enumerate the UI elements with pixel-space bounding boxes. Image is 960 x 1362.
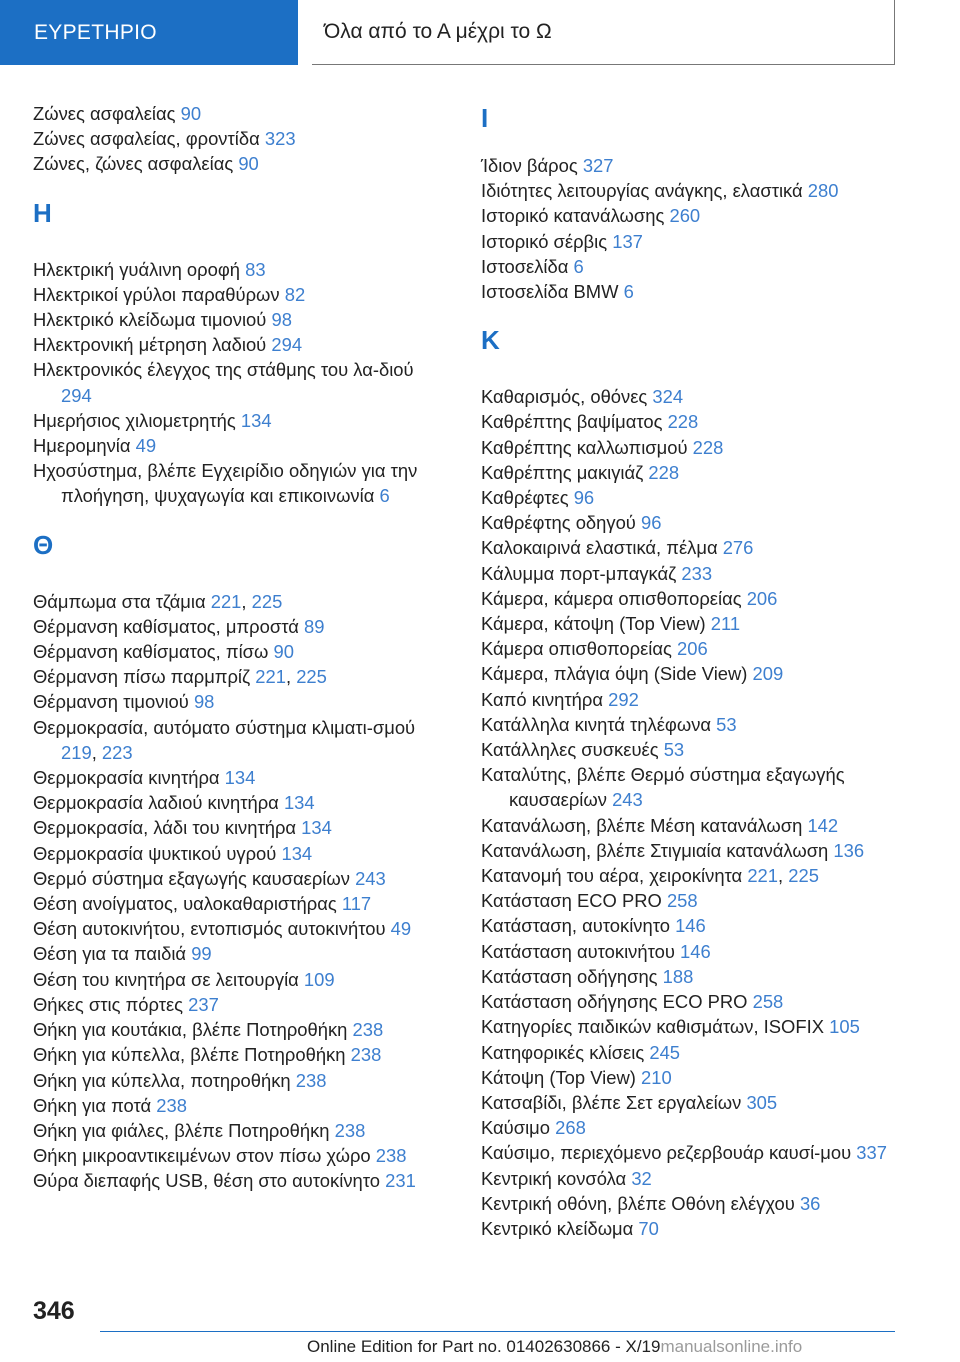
index-entry-text: Θερμοκρασία κινητήρα (33, 767, 220, 789)
index-entry (33, 433, 443, 458)
page-reference-link[interactable]: 221 (255, 666, 286, 688)
page-reference-link[interactable]: 228 (648, 461, 680, 483)
index-entry (481, 939, 901, 964)
index-entry (33, 101, 443, 126)
index-entry-text: Κατανάλωση, βλέπε Στιγμιαία κατανάλωση (481, 839, 829, 861)
index-letter-heading: Ι (481, 103, 489, 133)
page-reference-link[interactable]: 221 (210, 590, 242, 612)
page-reference-link[interactable]: 136 (833, 839, 865, 861)
page-reference-link[interactable]: 231 (385, 1170, 416, 1192)
index-entry-text: Ηλεκτρονική μέτρηση λαδιού (33, 334, 267, 356)
index-entry (33, 639, 443, 664)
index-entry-text: Θήκη για ποτά (33, 1094, 152, 1116)
index-entry-text: Θήκες στις πόρτες (33, 993, 184, 1015)
page-reference-link[interactable]: 228 (667, 411, 699, 433)
page-reference-link[interactable]: 105 (829, 1016, 860, 1038)
page-reference-link[interactable]: 109 (303, 968, 335, 990)
index-entry (33, 332, 443, 357)
page-reference-link[interactable]: 243 (355, 867, 386, 889)
index-entry (33, 1068, 443, 1093)
page-reference-link[interactable]: 206 (676, 638, 708, 660)
index-entry (481, 712, 901, 737)
index-entry-text: Καθρέπτης καλλωπισμού (481, 436, 688, 458)
index-entry-text: Ζώνες ασφαλείας (33, 103, 176, 124)
index-entry (481, 1166, 901, 1191)
index-entry (33, 815, 443, 840)
index-entry (481, 888, 901, 913)
page-reference-link[interactable]: 238 (375, 1145, 407, 1167)
index-entry-text: Θέρμανση πίσω παρμπρίζ (33, 666, 251, 688)
page-reference-link[interactable]: 243 (612, 789, 643, 811)
page-reference-link[interactable]: 142 (807, 814, 839, 836)
index-entry-text: Θήκη για κύπελλα, βλέπε Ποτηροθήκη (33, 1044, 346, 1066)
index-entry (33, 1042, 443, 1067)
index-entry-text: Κάτοψη (Top View) (481, 1066, 636, 1088)
page-reference-link[interactable]: 276 (722, 537, 754, 559)
index-column-right (481, 101, 901, 1241)
index-entry (33, 357, 443, 407)
index-entry (33, 408, 443, 433)
page-reference-link[interactable]: 6 (573, 255, 584, 277)
page-reference-link[interactable]: 327 (582, 155, 614, 176)
page-reference-link[interactable]: 49 (390, 918, 412, 940)
page-reference-link[interactable]: 209 (752, 663, 784, 685)
index-entry-text: Θέση του κινητήρα σε λειτουργία (33, 968, 299, 990)
index-entry-text: Κατανομή του αέρα, χειροκίνητα (481, 865, 743, 887)
index-entry-text: Ηλεκτρική γυάλινη οροφή (33, 258, 240, 280)
page-reference-link[interactable]: 134 (240, 409, 272, 431)
page-reference-link[interactable]: 134 (301, 817, 332, 839)
page-reference-link[interactable]: 323 (264, 128, 296, 150)
page-reference-link[interactable]: 219 (61, 741, 92, 763)
index-entry (481, 178, 901, 203)
page-reference-link[interactable]: 260 (669, 205, 701, 227)
index-entry-text: Κεντρική οθόνη, βλέπε Οθόνη ελέγχου (481, 1192, 795, 1214)
index-entry-text: Καπό κινητήρα (481, 688, 603, 710)
index-entry (481, 1115, 901, 1140)
section-tab-label: ΕΥΡΕΤΗΡΙΟ (34, 20, 157, 44)
page-reference-link[interactable]: 146 (680, 940, 711, 962)
index-entry (481, 813, 901, 838)
page-reference-link[interactable]: 210 (641, 1066, 672, 1088)
index-entry-text: Ηλεκτρικό κλείδωμα τιμονιού (33, 309, 267, 331)
index-entry-text: Κατσαβίδι, βλέπε Σετ εργαλείων (481, 1091, 742, 1113)
index-entry (481, 203, 901, 228)
index-entry (33, 866, 443, 891)
index-entry-text: Κατάλληλες συσκευές (481, 739, 659, 761)
index-entry-text: Ηλεκτρικοί γρύλοι παραθύρων (33, 283, 280, 305)
page-header-title-text: Όλα από το Α μέχρι το Ω (324, 20, 552, 43)
index-entry-text: Θέση αυτοκινήτου, εντοπισμός αυτοκινήτου (33, 918, 386, 940)
index-entry-text: Κεντρική κονσόλα (481, 1167, 627, 1189)
page-reference-link[interactable]: 258 (666, 890, 698, 912)
index-entry: Κατανομή του αέρα, χειροκίνητα 221, 225 (481, 865, 819, 887)
page-reference-link[interactable]: 96 (641, 512, 662, 534)
page-reference-link[interactable]: 70 (638, 1217, 659, 1239)
page-reference-link[interactable]: 211 (710, 613, 741, 635)
page-reference-link[interactable]: 36 (799, 1192, 821, 1214)
index-entry (481, 1216, 901, 1241)
index-entry (33, 689, 443, 714)
page-reference-link[interactable]: 258 (752, 991, 784, 1013)
index-entry (481, 1040, 901, 1065)
index-entry-text: Κάμερα, κάτοψη (Top View) (481, 613, 706, 635)
index-entry-text: Ημερήσιος χιλιομετρητής (33, 409, 236, 431)
page-reference-link[interactable]: 292 (608, 688, 639, 710)
index-entry-text: Κατηγορίες παιδικών καθισμάτων, ISOFIX (481, 1016, 824, 1038)
index-entry (33, 282, 443, 307)
index-entry (33, 1093, 443, 1118)
index-entry-text: Ηχοσύστημα, βλέπε Εγχειρίδιο οδηγιών για την πλοήγηση, ψυχαγωγία και επικοινωνία (33, 460, 418, 507)
index-entry-text: Κάμερα, κάμερα οπισθοπορείας (481, 587, 742, 609)
index-entry-text: Ιστορικό κατανάλωσης (481, 205, 665, 227)
index-entry-text: Κατάσταση ECO PRO (481, 890, 662, 912)
page-reference-link[interactable]: 134 (281, 842, 313, 864)
section-tab (0, 0, 298, 65)
page-reference-link[interactable]: 99 (191, 943, 212, 965)
page-reference-link[interactable]: 228 (692, 436, 724, 458)
index-entry (481, 561, 901, 586)
page-reference-link[interactable]: 146 (675, 915, 706, 937)
index-entry-text: Θήκη για φιάλες, βλέπε Ποτηροθήκη (33, 1119, 330, 1141)
index-entry (481, 485, 901, 510)
index-entry-text: Καύσιμο, περιεχόμενο ρεζερβουάρ καυσί-μου (481, 1142, 852, 1164)
page-reference-link[interactable]: 82 (284, 283, 306, 305)
index-entry-text: Θήκη για κύπελλα, ποτηροθήκη (33, 1069, 291, 1091)
page-reference-link[interactable]: 225 (788, 865, 819, 887)
index-entry (33, 1168, 443, 1193)
index-entry-text: Καταλύτης, βλέπε Θερμό σύστημα εξαγωγής καυσαερίων (481, 764, 845, 811)
index-entry-text: Θάμπωμα στα τζάμια (33, 590, 206, 612)
index-entry (481, 1014, 901, 1039)
index-entry (33, 307, 443, 332)
index-entry: Θέρμανση πίσω παρμπρίζ 221, 225 (33, 666, 327, 688)
page-reference-link[interactable]: 83 (245, 258, 266, 280)
footer-divider (100, 1331, 895, 1332)
index-entry-text: Καθρέφτες (481, 487, 569, 509)
index-entry (33, 841, 443, 866)
index-entry: Θερμοκρασία, αυτόματο σύστημα κλιματι-σμού 219, 223 (33, 716, 416, 763)
page-reference-link[interactable]: 188 (662, 965, 694, 987)
page-reference-link[interactable]: 238 (334, 1119, 366, 1141)
page-number: 346 (33, 1297, 75, 1325)
index-entry-text: Καύσιμο (481, 1117, 550, 1139)
page-reference-link[interactable]: 238 (352, 1019, 384, 1041)
page-reference-link[interactable]: 337 (856, 1142, 887, 1164)
index-entry-text: Ηλεκτρονικός έλεγχος της στάθμης του λα-διού (33, 359, 414, 381)
page-reference-link[interactable]: 134 (283, 792, 315, 814)
page-reference-link[interactable]: 225 (251, 590, 283, 612)
index-entry (33, 126, 443, 151)
index-entry-text: Κατάσταση αυτοκινήτου (481, 940, 675, 962)
page-reference-link[interactable]: 90 (273, 641, 294, 663)
index-entry-text: Θερμοκρασία, λάδι του κινητήρα (33, 817, 297, 839)
index-entry: Θάμπωμα στα τζάμια 221, 225 (33, 590, 283, 612)
index-entry (481, 153, 901, 178)
index-entry-text: Καθαρισμός, οθόνες (481, 386, 648, 408)
page-reference-link[interactable]: 206 (746, 587, 778, 609)
page-reference-link[interactable]: 98 (271, 309, 292, 331)
index-entry-text: Θήκη για κουτάκια, βλέπε Ποτηροθήκη (33, 1019, 348, 1041)
page-reference-link[interactable]: 98 (193, 691, 215, 713)
page-reference-link[interactable]: 53 (663, 739, 685, 761)
index-entry (481, 279, 901, 304)
page-reference-link[interactable]: 324 (652, 386, 684, 408)
page-reference-link[interactable]: 96 (573, 487, 595, 509)
index-entry-text: Ζώνες, ζώνες ασφαλείας (33, 153, 234, 175)
index-entry-text: Θέρμανση καθίσματος, μπροστά (33, 615, 299, 637)
page-reference-link[interactable]: 238 (350, 1044, 382, 1066)
page-reference-link[interactable]: 268 (555, 1117, 586, 1139)
index-entry (481, 737, 901, 762)
index-entry (481, 229, 901, 254)
footer-watermark: manualsonline.info (660, 1337, 803, 1356)
page-reference-link[interactable]: 225 (296, 666, 327, 688)
index-entry (481, 460, 901, 485)
page-reference-link[interactable]: 294 (271, 334, 303, 356)
index-entry-text: Κάμερα οπισθοπορείας (481, 638, 672, 660)
page-reference-link[interactable]: 32 (631, 1167, 652, 1189)
index-entry (481, 535, 901, 560)
index-entry (33, 1118, 443, 1143)
index-entry-text: Θήκη μικροαντικειμένων στον πίσω χώρο (33, 1145, 371, 1167)
index-entry-text: Θερμό σύστημα εξαγωγής καυσαερίων (33, 867, 350, 889)
index-entry (33, 614, 443, 639)
index-entry (33, 967, 443, 992)
index-entry (33, 916, 443, 941)
page-reference-link[interactable]: 223 (101, 741, 133, 763)
index-entry-text: Ημερομηνία (33, 435, 131, 457)
index-entry (481, 913, 901, 938)
index-entry (481, 435, 901, 460)
footer-edition-text: Online Edition for Part no. 01402630866 - X/19 (307, 1337, 661, 1356)
index-entry (481, 1140, 901, 1165)
page-reference-link[interactable]: 245 (649, 1041, 681, 1063)
index-entry (481, 762, 901, 812)
index-entry (481, 661, 901, 686)
index-entry (481, 611, 901, 636)
index-entry (481, 1090, 901, 1115)
page-reference-link[interactable]: 89 (303, 615, 325, 637)
index-entry-text: Θέρμανση καθίσματος, πίσω (33, 641, 269, 663)
index-entry (33, 1143, 443, 1168)
index-entry-text: Θερμοκρασία, αυτόματο σύστημα κλιματι-σμού (33, 716, 416, 738)
index-entry (33, 790, 443, 815)
page-reference-link[interactable]: 305 (746, 1091, 778, 1113)
index-entry (481, 409, 901, 434)
index-entry-text: Κατάσταση οδήγησης (481, 965, 658, 987)
index-entry-text: Θέση ανοίγματος, υαλοκαθαριστήρας (33, 893, 337, 915)
index-entry (481, 1191, 901, 1216)
index-entry-text: Ιδιότητες λειτουργίας ανάγκης, ελαστικά (481, 180, 803, 202)
index-entry (33, 151, 443, 176)
index-entry-text: Καθρέφτης οδηγού (481, 512, 636, 534)
page-reference-link[interactable]: 53 (716, 713, 737, 735)
index-entry-text: Κάλυμμα πορτ-μπαγκάζ (481, 562, 677, 584)
page-reference-link[interactable]: 238 (295, 1069, 327, 1091)
index-entry-text: Καλοκαιρινά ελαστικά, πέλμα (481, 537, 718, 559)
index-entry (481, 254, 901, 279)
page-reference-link[interactable]: 233 (681, 562, 713, 584)
page-reference-link[interactable]: 237 (188, 993, 219, 1015)
page-header-title (312, 0, 895, 65)
index-entry-text: Κάμερα, πλάγια όψη (Side View) (481, 663, 748, 685)
index-entry-text: Ιστορικό σέρβις (481, 230, 608, 252)
index-entry-text: Ζώνες ασφαλείας, φροντίδα (33, 128, 260, 150)
index-entry (33, 992, 443, 1017)
page-reference-link[interactable]: 238 (156, 1094, 187, 1116)
page-reference-link[interactable]: 221 (747, 865, 778, 887)
page-reference-link[interactable]: 90 (238, 153, 259, 175)
index-entry-text: Θέρμανση τιμονιού (33, 691, 189, 713)
index-entry (481, 838, 901, 863)
index-entry-text: Κατηφορικές κλίσεις (481, 1041, 645, 1063)
page-reference-link[interactable]: 90 (180, 103, 202, 124)
index-entry (33, 257, 443, 282)
index-entry (481, 586, 901, 611)
index-entry (481, 989, 901, 1014)
index-column-left (33, 101, 443, 1194)
page-reference-link[interactable]: 280 (807, 180, 839, 202)
page-reference-link[interactable]: 6 (379, 485, 390, 507)
index-entry-text: Θύρα διεπαφής USB, θέση στο αυτοκίνητο (33, 1170, 380, 1192)
index-entry-text: Κεντρικό κλείδωμα (481, 1217, 634, 1239)
index-entry (33, 891, 443, 916)
index-entry-text: Καθρέπτης βαψίματος (481, 411, 663, 433)
index-entry-text: Καθρέπτης μακιγιάζ (481, 461, 644, 483)
index-entry-text: Κατάσταση οδήγησης ECO PRO (481, 991, 748, 1013)
index-entry-text: Κατανάλωση, βλέπε Μέση κατανάλωση (481, 814, 803, 836)
index-entry (33, 765, 443, 790)
index-entry-text: Θέση για τα παιδιά (33, 943, 187, 965)
index-entry-text: Θερμοκρασία λαδιού κινητήρα (33, 792, 279, 814)
page-reference-link[interactable]: 6 (623, 281, 634, 303)
index-entry-text: Κατάλληλα κινητά τηλέφωνα (481, 713, 712, 735)
index-letter-heading: Κ (481, 325, 500, 356)
index-entry (33, 941, 443, 966)
page-reference-link[interactable]: 49 (135, 435, 157, 457)
index-entry (481, 510, 901, 535)
index-entry (33, 458, 443, 508)
page-reference-link[interactable]: 294 (61, 384, 92, 406)
footer-edition (307, 1337, 802, 1357)
index-entry-text: Κατάσταση, αυτοκίνητο (481, 915, 670, 937)
index-entry (481, 964, 901, 989)
index-letter-heading: Η (33, 197, 52, 228)
page-reference-link[interactable]: 134 (224, 767, 256, 789)
index-entry (481, 636, 901, 661)
index-entry (481, 384, 901, 409)
index-entry-text: Ίδιον βάρος (481, 155, 578, 176)
page-reference-link[interactable]: 117 (341, 893, 372, 915)
index-entry-text: Θερμοκρασία ψυκτικού υγρού (33, 842, 277, 864)
index-entry (481, 687, 901, 712)
index-entry-text: Ιστοσελίδα BMW (481, 281, 619, 303)
index-entry (33, 1017, 443, 1042)
page-reference-link[interactable]: 137 (612, 230, 643, 252)
index-letter-heading: Θ (33, 529, 54, 560)
index-entry (481, 1065, 901, 1090)
index-entry-text: Ιστοσελίδα (481, 255, 569, 277)
